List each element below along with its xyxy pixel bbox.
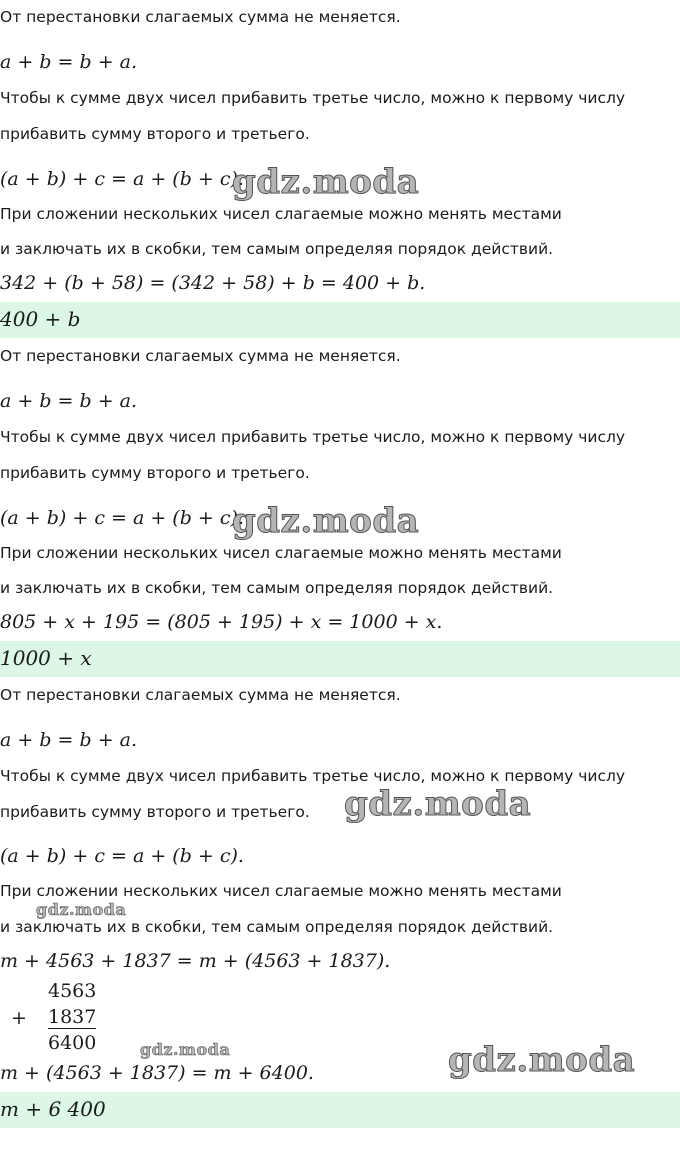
answer: 400 + b — [0, 307, 81, 331]
solution: 342 + (b + 58) = (342 + 58) + b = 400 + b. — [0, 272, 426, 294]
answer-box — [0, 1092, 680, 1128]
column-addend-bottom: 1837 — [48, 1006, 97, 1028]
rule-grouping-line2: и заключать их в скобки, тем самым определяя порядок действий. — [0, 240, 554, 258]
final-expression: m + (4563 + 1837) = m + 6400. — [0, 1062, 314, 1084]
answer: m + 6 400 — [0, 1097, 106, 1121]
rule-associative-line1: Чтобы к сумме двух чисел прибавить третье число, можно к первому числу — [0, 89, 626, 107]
watermark: gdz.moda — [140, 1040, 231, 1059]
formula-associative: (a + b) + c = a + (b + c). — [0, 507, 244, 529]
rule-grouping-line1: При сложении нескольких чисел слагаемые можно менять местами — [0, 882, 562, 900]
answer: 1000 + x — [0, 646, 92, 670]
rule-grouping-line1: При сложении нескольких чисел слагаемые можно менять местами — [0, 544, 562, 562]
rule-grouping-line2: и заключать их в скобки, тем самым определяя порядок действий. — [0, 579, 554, 597]
column-result: 6400 — [48, 1032, 97, 1054]
watermark: gdz.moda — [232, 501, 420, 541]
rule-associative-line2: прибавить сумму второго и третьего. — [0, 125, 310, 143]
formula-associative: (a + b) + c = a + (b + c). — [0, 168, 244, 190]
answer-box — [0, 641, 680, 677]
rule-commutative: От перестановки слагаемых сумма не меняется. — [0, 686, 401, 704]
column-plus-sign: + — [11, 1007, 27, 1029]
formula-commutative: a + b = b + a. — [0, 51, 138, 73]
rule-commutative: От перестановки слагаемых сумма не меняется. — [0, 347, 401, 365]
rule-associative-line2: прибавить сумму второго и третьего. — [0, 464, 310, 482]
solution: 805 + x + 195 = (805 + 195) + x = 1000 + x. — [0, 611, 443, 633]
watermark: gdz.moda — [344, 784, 532, 824]
rule-grouping-line2: и заключать их в скобки, тем самым определяя порядок действий. — [0, 918, 554, 936]
watermark: gdz.moda — [448, 1040, 636, 1080]
answer-box — [0, 302, 680, 338]
watermark: gdz.moda — [232, 162, 420, 202]
column-addend-top: 4563 — [48, 980, 97, 1002]
rule-associative-line2: прибавить сумму второго и третьего. — [0, 803, 310, 821]
watermark: gdz.moda — [36, 900, 127, 919]
formula-commutative: a + b = b + a. — [0, 729, 138, 751]
rule-commutative: От перестановки слагаемых сумма не меняется. — [0, 8, 401, 26]
solution: m + 4563 + 1837 = m + (4563 + 1837). — [0, 950, 391, 972]
formula-associative: (a + b) + c = a + (b + c). — [0, 845, 244, 867]
rule-associative-line1: Чтобы к сумме двух чисел прибавить третье число, можно к первому числу — [0, 428, 626, 446]
rule-grouping-line1: При сложении нескольких чисел слагаемые можно менять местами — [0, 205, 562, 223]
rule-associative-line1: Чтобы к сумме двух чисел прибавить третье число, можно к первому числу — [0, 767, 626, 785]
formula-commutative: a + b = b + a. — [0, 390, 138, 412]
